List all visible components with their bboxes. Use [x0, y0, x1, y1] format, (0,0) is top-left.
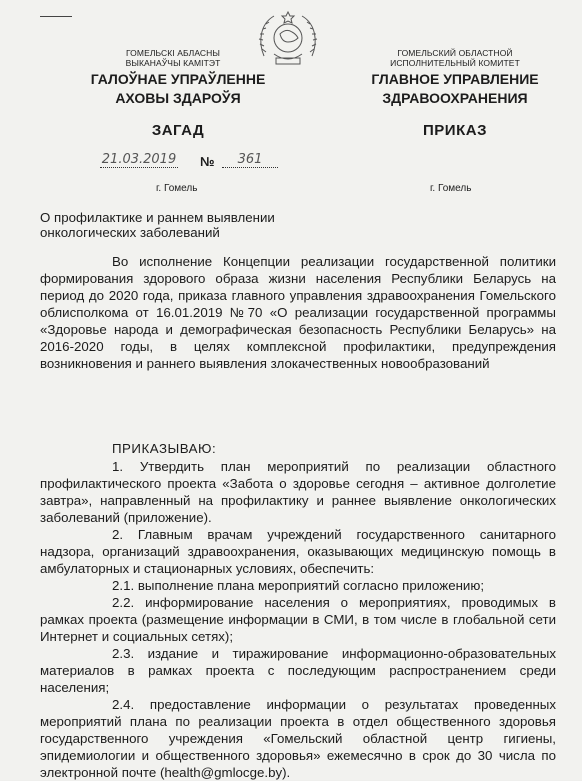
city-right: г. Гомель	[430, 183, 472, 194]
order-item: 2.1. выполнение плана мероприятий согласно приложению;	[112, 578, 485, 593]
preamble-paragraph: Во исполнение Концепции реализации государственной политики формирования здорового образа жизни населения Республики Беларусь на период до 2020 года, приказа главного управления здравоохранения Гомельского облисполкома от 16.01.2019 №70 «О реализации государственной программы «Здоровье народа и демографическая безопасность Республики Беларусь» на 2016-2020 годы, в целях комплексной профилактики, предупреждения возникновения и раннего выявления злокачественных новообразований	[40, 254, 556, 371]
order-subject: О профилактике и раннем выявлении онкологических заболеваний	[40, 210, 275, 240]
order-item: 2. Главным врачам учреждений государственного санитарного надзора, организаций здравоохранения, оказывающих медицинскую помощь в амбулаторных и стационарных условиях, обеспечить:	[40, 527, 556, 576]
order-number: 361	[222, 152, 278, 168]
number-label: №	[200, 154, 215, 169]
order-item: 1. Утвердить план мероприятий по реализации областного профилактического проекта «Забота о здоровье сегодня – активное долголетие завтра», направленный на профилактику и раннее выявление онкологических заболеваний (приложение).	[40, 459, 556, 525]
corner-mark	[40, 16, 72, 17]
order-word: ПРИКАЗЫВАЮ:	[112, 441, 217, 456]
org-name-ru: ГЛАВНОЕ УПРАВЛЕНИЕ ЗДРАВООХРАНЕНИЯ	[371, 71, 539, 106]
order-date: 21.03.2019	[101, 152, 177, 167]
org-name-ru-small: ГОМЕЛЬСКИЙ ОБЛАСТНОЙ ИСПОЛНИТЕЛЬНЫЙ КОМИТЕТ	[390, 48, 520, 68]
org-name-be-small: ГОМЕЛЬСКІ АБЛАСНЫ ВЫКАНАЎЧЫ КАМІТЭТ	[125, 48, 221, 68]
order-item: 2.3. издание и тиражирование информационно-образовательных материалов в рамках проекта с последующим распространением среди населения;	[40, 646, 556, 695]
order-item: 2.2. информирование населения о мероприятиях, проводимых в рамках проекта (размещение информации в СМИ, в том числе в глобальной сети Интернет и социальных сетях);	[40, 595, 556, 644]
date-number-line	[100, 152, 278, 172]
org-name-be: ГАЛОЎНАЕ УПРАЎЛЕННЕ АХОВЫ ЗДАРОЎЯ	[90, 71, 266, 106]
doc-type-ru: ПРИКАЗ	[423, 122, 487, 139]
order-items	[40, 458, 556, 781]
city-left: г. Гомель	[156, 183, 198, 194]
doc-type-be: ЗАГАД	[151, 122, 205, 139]
state-emblem-icon	[254, 8, 322, 72]
order-item: 2.4. предоставление информации о результатах проведенных мероприятий плана по реализации проекта в отдел общественного здоровья государственного учреждения «Гомельский областной центр гигиены, эпидемиологии и общественного здоровья» ежемесячно в срок до 30 числа по электронной почте (health@gmlocge.by).	[40, 697, 556, 780]
